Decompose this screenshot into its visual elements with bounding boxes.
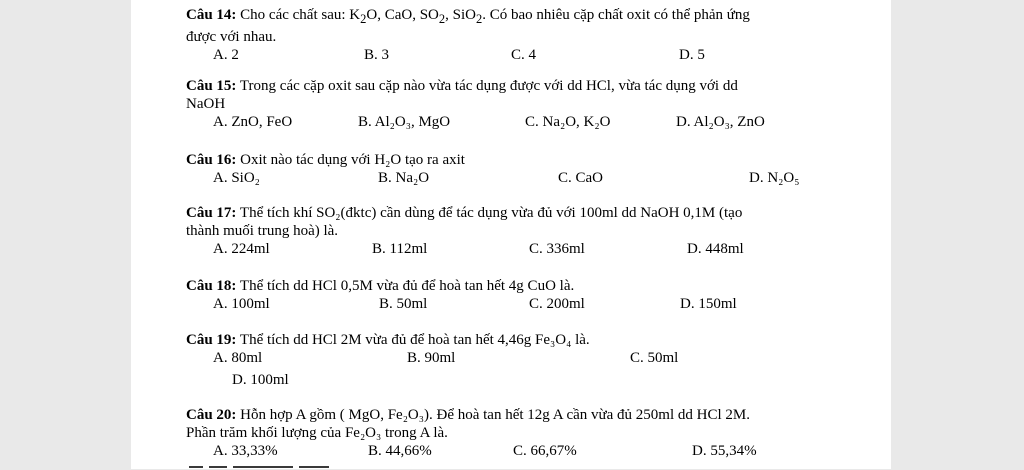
question-18 <box>186 277 866 313</box>
question-14-label: Câu 14: <box>186 7 237 23</box>
option-a[interactable]: A. 224ml <box>213 241 270 257</box>
option-b[interactable]: B. 90ml <box>407 350 456 366</box>
question-16-text: Câu 16: Oxit nào tác dụng với H₂O tạo ra axit <box>186 152 465 168</box>
question-15-options <box>186 113 866 131</box>
question-20 <box>186 406 866 460</box>
option-d[interactable]: D. 5 <box>679 47 705 63</box>
question-14-text: Câu 14: Cho các chất sau: $K_2O$, CaO, $SO_2$, SiO$_2$. Có bao nhiêu cặp chất oxit có thể phản ứng <box>186 7 750 26</box>
question-19-options-2 <box>186 371 866 389</box>
question-19-text: Câu 19: Thể tích dd HCl 2M vừa đủ để hoà tan hết 4,46g Fe₃O₄ là. <box>186 332 590 348</box>
option-a[interactable]: A. 80ml <box>213 350 263 366</box>
option-c[interactable]: C. Na₂O, K₂O <box>525 114 611 130</box>
option-b[interactable]: B. 44,66% <box>368 443 432 459</box>
question-17-text: Câu 17: Thể tích khí SO₂(đktc) cần dùng để tác dụng vừa đủ với 100ml dd NaOH 0,1M (tạo <box>186 205 743 221</box>
question-19 <box>186 331 866 389</box>
option-d[interactable]: D. 55,34% <box>692 443 757 459</box>
option-a[interactable]: A. 100ml <box>213 296 270 312</box>
question-20-text-2: Phần trăm khối lượng của Fe₂O₃ trong A là. <box>186 425 448 441</box>
option-c[interactable]: C. 50ml <box>630 350 679 366</box>
option-c[interactable]: C. 336ml <box>529 241 585 257</box>
option-c[interactable]: C. 200ml <box>529 296 585 312</box>
question-14 <box>186 6 866 64</box>
question-16 <box>186 151 866 187</box>
option-d[interactable]: D. 150ml <box>680 296 737 312</box>
question-17-options <box>186 240 866 258</box>
option-b[interactable]: B. Al₂O₃, MgO <box>358 114 451 130</box>
document-page <box>131 0 891 469</box>
question-20-text: Câu 20: Hỗn hợp A gồm ( MgO, Fe₂O₃). Để hoà tan hết 12g A cần vừa đủ 250ml dd HCl 2M. <box>186 407 750 423</box>
question-15 <box>186 77 866 131</box>
option-b[interactable]: B. 50ml <box>379 296 428 312</box>
option-b[interactable]: B. 3 <box>364 47 390 63</box>
question-18-options <box>186 295 866 313</box>
option-d[interactable]: D. Al₂O₃, ZnO <box>676 114 765 130</box>
option-c[interactable]: C. 66,67% <box>513 443 577 459</box>
question-14-text-2: được với nhau. <box>186 29 277 45</box>
option-d[interactable]: D. 448ml <box>687 241 744 257</box>
question-15-text-2: NaOH <box>186 96 226 112</box>
question-20-options <box>186 442 866 460</box>
question-15-text: Câu 15: Trong các cặp oxit sau cặp nào vừa tác dụng được với dd HCl, vừa tác dụng với dd <box>186 78 738 94</box>
option-a[interactable]: A. 2 <box>213 47 239 63</box>
question-18-text: Câu 18: Thể tích dd HCl 0,5M vừa đủ để hoà tan hết 4g CuO là. <box>186 278 575 294</box>
option-c[interactable]: C. CaO <box>558 170 603 186</box>
option-b[interactable]: B. Na₂O <box>378 170 430 186</box>
cut-off-text-line <box>189 464 409 470</box>
option-d[interactable]: D. N₂O₅ <box>749 170 800 186</box>
option-a[interactable]: A. ZnO, FeO <box>213 114 293 130</box>
question-17 <box>186 204 866 258</box>
question-14-options <box>186 46 866 64</box>
option-d[interactable]: D. 100ml <box>232 372 289 388</box>
option-a[interactable]: A. SiO₂ <box>213 170 260 186</box>
question-17-text-2: thành muối trung hoà) là. <box>186 223 339 239</box>
option-b[interactable]: B. 112ml <box>372 241 428 257</box>
option-a[interactable]: A. 33,33% <box>213 443 278 459</box>
question-19-options <box>186 349 866 367</box>
option-c[interactable]: C. 4 <box>511 47 537 63</box>
question-16-options <box>186 169 866 187</box>
